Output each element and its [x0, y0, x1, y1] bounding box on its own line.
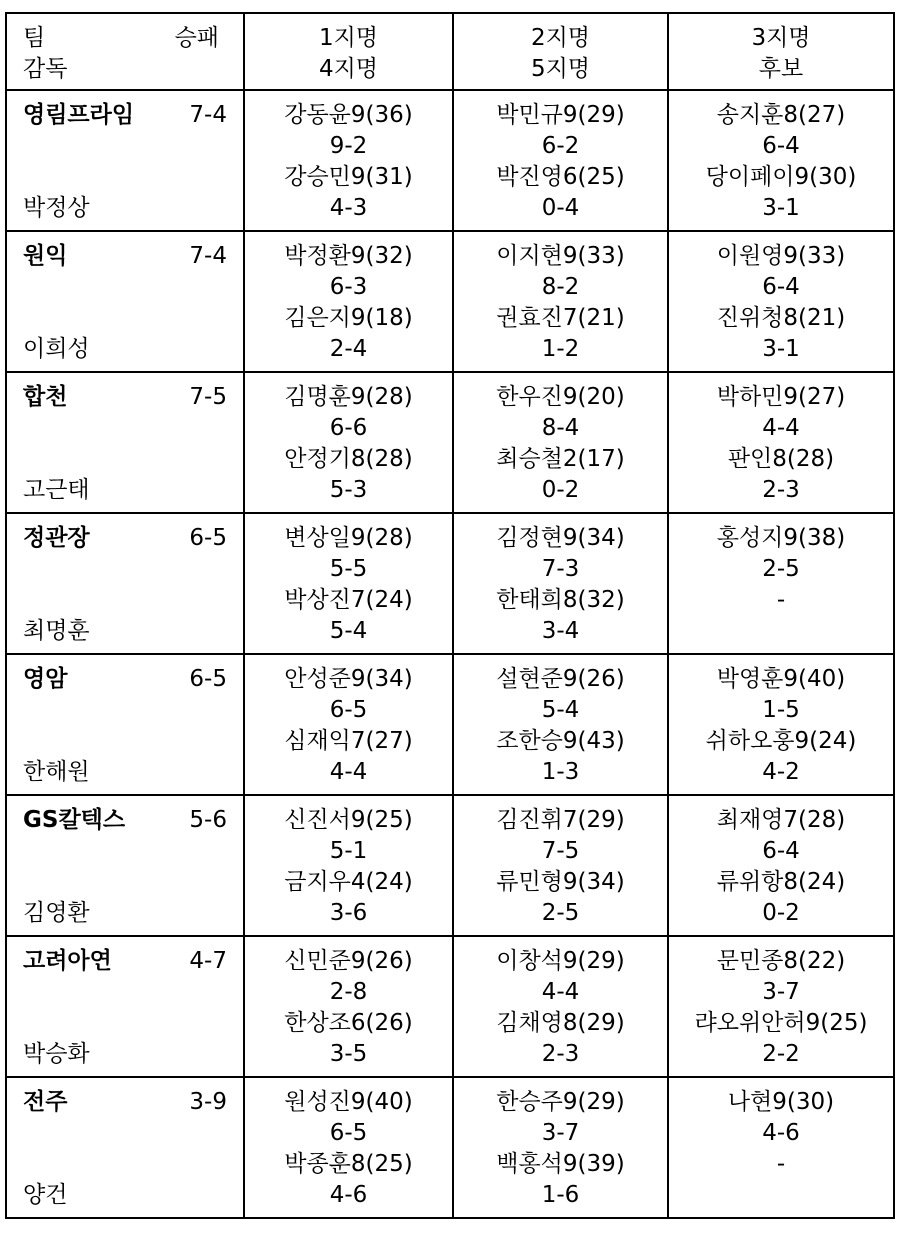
player-record: 2-5	[762, 556, 800, 582]
player-name: 이원영9(33)	[716, 243, 846, 269]
player-name: 신민준9(26)	[284, 948, 413, 974]
player-name: 안성준9(34)	[284, 666, 413, 692]
player-name: 김진휘7(29)	[496, 807, 625, 833]
player-record: 9-2	[329, 133, 368, 159]
team-name: GS칼텍스	[23, 807, 126, 833]
player-record: 3-5	[329, 1041, 368, 1067]
team-row	[6, 513, 894, 654]
player-record: 4-6	[329, 1182, 368, 1208]
team-record: 6-5	[189, 525, 227, 551]
header-pick-1-4	[244, 13, 453, 90]
header-pick5: 5지명	[530, 56, 591, 82]
pick-3-reserve-cell	[668, 654, 894, 795]
team-cell	[6, 90, 244, 231]
player-record: 2-2	[762, 1041, 800, 1067]
player-record: 5-3	[329, 477, 368, 503]
header-pick-3-reserve	[668, 13, 894, 90]
team-row	[6, 372, 894, 513]
pick-list	[454, 655, 667, 788]
player-record: 3-6	[329, 900, 368, 926]
player-name: 설현준9(26)	[496, 666, 625, 692]
pick-list	[454, 514, 667, 647]
team-coach: 한해원	[23, 759, 90, 785]
team-cell	[6, 513, 244, 654]
player-name: 박영훈9(40)	[716, 666, 846, 692]
pick-1-4-cell	[244, 1077, 453, 1218]
team-coach: 이희성	[23, 336, 90, 362]
team-coach: 김영환	[23, 900, 90, 926]
pick-list	[245, 1078, 452, 1211]
player-name: 송지훈8(27)	[716, 102, 846, 128]
pick-list	[245, 937, 452, 1070]
player-name: 쉬하오훙9(24)	[705, 728, 857, 754]
team-record: 7-4	[189, 243, 227, 269]
pick-list	[245, 373, 452, 506]
pick-list	[454, 937, 667, 1070]
team-info	[7, 796, 243, 935]
team-row	[6, 90, 894, 231]
player-record: 8-2	[541, 274, 580, 300]
player-record: 3-7	[762, 979, 800, 1005]
pick-2-5-cell	[453, 231, 668, 372]
pick-list	[245, 232, 452, 365]
player-record: 3-1	[762, 195, 800, 221]
pick-1-4-cell	[244, 513, 453, 654]
player-record: 4-4	[762, 415, 800, 441]
team-record: 4-7	[189, 948, 227, 974]
team-record: 7-5	[189, 384, 227, 410]
team-name: 고려아연	[23, 948, 112, 974]
pick-list	[454, 1078, 667, 1211]
pick-1-4-cell	[244, 372, 453, 513]
header-pick2: 2지명	[530, 25, 591, 51]
player-name: 최재영7(28)	[716, 807, 846, 833]
player-record: 6-5	[329, 697, 368, 723]
pick-2-5-cell	[453, 654, 668, 795]
player-record: 2-5	[541, 900, 580, 926]
player-name: 한상조6(26)	[284, 1010, 413, 1036]
player-record: 5-5	[329, 556, 368, 582]
player-name: 박민규9(29)	[496, 102, 625, 128]
pick-1-4-cell	[244, 90, 453, 231]
pick-list	[669, 373, 893, 506]
pick-list	[669, 91, 893, 224]
pick-list	[454, 91, 667, 224]
player-record: 2-3	[541, 1041, 580, 1067]
player-record: 1-3	[541, 759, 580, 785]
pick-list	[669, 232, 893, 365]
player-record: 4-6	[762, 1120, 800, 1146]
player-name: 한승주9(29)	[496, 1089, 625, 1115]
header-reserve: 후보	[758, 56, 804, 82]
team-name: 전주	[23, 1089, 68, 1115]
player-name: 류민형9(34)	[496, 869, 625, 895]
player-name: 이지현9(33)	[496, 243, 625, 269]
pick-list	[454, 796, 667, 929]
pick-2-5-cell	[453, 1077, 668, 1218]
pick-3-reserve-cell	[668, 795, 894, 936]
pick-list	[669, 1078, 893, 1211]
player-record: 4-2	[762, 759, 800, 785]
player-record: 6-6	[329, 415, 368, 441]
player-name: 강승민9(31)	[284, 164, 413, 190]
player-name: 나현9(30)	[727, 1089, 835, 1115]
team-name: 영림프라임	[23, 102, 135, 128]
pick-1-4-cell	[244, 936, 453, 1077]
pick-3-reserve-cell	[668, 90, 894, 231]
pick-3-reserve-cell	[668, 231, 894, 372]
pick-list	[245, 796, 452, 929]
header-coach: 감독	[23, 56, 68, 82]
team-info	[7, 232, 243, 371]
player-name: 이창석9(29)	[496, 948, 625, 974]
player-name: 문민종8(22)	[716, 948, 846, 974]
team-info	[7, 655, 243, 794]
player-name: 랴오위안허9(25)	[694, 1010, 868, 1036]
player-record: 6-4	[762, 133, 800, 159]
player-name: 안정기8(28)	[284, 446, 413, 472]
pick-list	[245, 514, 452, 647]
header-record: 승패	[174, 25, 219, 51]
player-name: 변상일9(28)	[284, 525, 413, 551]
player-name: 김은지9(18)	[284, 305, 413, 331]
player-record: 2-4	[329, 336, 368, 362]
player-name: 판인8(28)	[727, 446, 835, 472]
pick-list	[245, 655, 452, 788]
team-record: 5-6	[189, 807, 227, 833]
pick-3-reserve-cell	[668, 1077, 894, 1218]
player-record: 1-2	[541, 336, 580, 362]
team-row	[6, 654, 894, 795]
player-name: 심재익7(27)	[284, 728, 413, 754]
team-cell	[6, 231, 244, 372]
player-name: 권효진7(21)	[496, 305, 625, 331]
player-name: 강동윤9(36)	[284, 102, 413, 128]
player-record	[669, 1180, 893, 1211]
team-cell	[6, 795, 244, 936]
team-cell	[6, 936, 244, 1077]
player-name: 한태희8(32)	[496, 587, 625, 613]
player-record: 3-1	[762, 336, 800, 362]
player-record	[669, 616, 893, 647]
player-record: 1-6	[541, 1182, 580, 1208]
player-record: 2-3	[762, 477, 800, 503]
team-record: 6-5	[189, 666, 227, 692]
pick-3-reserve-cell	[668, 936, 894, 1077]
pick-list	[454, 232, 667, 365]
player-record: 1-5	[762, 697, 800, 723]
team-coach: 박승화	[23, 1041, 90, 1067]
team-cell	[6, 654, 244, 795]
player-record: 6-4	[762, 838, 800, 864]
player-name: 당이페이9(30)	[705, 164, 857, 190]
player-record: 3-4	[541, 618, 580, 644]
pick-2-5-cell	[453, 90, 668, 231]
player-name: 김채영8(29)	[496, 1010, 625, 1036]
team-info	[7, 373, 243, 512]
team-record: 3-9	[189, 1089, 227, 1115]
player-record: 0-2	[762, 900, 800, 926]
player-name: -	[776, 587, 786, 613]
pick-list	[245, 91, 452, 224]
team-info	[7, 1078, 243, 1217]
header-pick1: 1지명	[318, 25, 379, 51]
team-row	[6, 795, 894, 936]
pick-3-reserve-cell	[668, 372, 894, 513]
pick-1-4-cell	[244, 231, 453, 372]
player-name: 박진영6(25)	[496, 164, 625, 190]
player-name: 백홍석9(39)	[496, 1151, 625, 1177]
player-name: 한우진9(20)	[496, 384, 625, 410]
player-name: 박상진7(24)	[284, 587, 413, 613]
player-name: 최승철2(17)	[496, 446, 625, 472]
player-record: 6-5	[329, 1120, 368, 1146]
player-record: 0-4	[541, 195, 580, 221]
player-record: 6-2	[541, 133, 580, 159]
player-name: 김명훈9(28)	[284, 384, 413, 410]
team-info	[7, 937, 243, 1076]
pick-list	[669, 937, 893, 1070]
player-record: 7-3	[541, 556, 580, 582]
pick-1-4-cell	[244, 795, 453, 936]
player-name: 박종훈8(25)	[284, 1151, 413, 1177]
player-name: 박정환9(32)	[284, 243, 413, 269]
player-name: 금지우4(24)	[284, 869, 413, 895]
player-record: 6-3	[329, 274, 368, 300]
player-record: 8-4	[541, 415, 580, 441]
player-record: 6-4	[762, 274, 800, 300]
team-row	[6, 1077, 894, 1218]
player-name: -	[776, 1151, 786, 1177]
team-cell	[6, 372, 244, 513]
pick-list	[669, 796, 893, 929]
header-pick3: 3지명	[751, 25, 811, 51]
team-record: 7-4	[189, 102, 227, 128]
pick-2-5-cell	[453, 372, 668, 513]
team-coach: 최명훈	[23, 618, 90, 644]
pick-2-5-cell	[453, 795, 668, 936]
header-pick4: 4지명	[318, 56, 379, 82]
player-record: 2-8	[329, 979, 368, 1005]
player-record: 4-3	[329, 195, 368, 221]
team-coach: 양건	[23, 1182, 68, 1208]
team-info	[7, 91, 243, 230]
header-row	[6, 13, 894, 90]
team-row	[6, 231, 894, 372]
player-name: 김정현9(34)	[496, 525, 625, 551]
team-coach: 고근태	[23, 477, 90, 503]
player-name: 조한승9(43)	[496, 728, 625, 754]
team-info	[7, 514, 243, 653]
player-name: 박하민9(27)	[716, 384, 846, 410]
header-team: 팀	[23, 25, 46, 51]
team-name: 원익	[23, 243, 68, 269]
team-coach: 박정상	[23, 195, 90, 221]
player-record: 7-5	[541, 838, 580, 864]
player-record: 5-4	[329, 618, 368, 644]
player-name: 신진서9(25)	[284, 807, 413, 833]
draft-table	[5, 12, 895, 1219]
player-name: 원성진9(40)	[284, 1089, 413, 1115]
player-record: 3-7	[541, 1120, 580, 1146]
team-name: 정관장	[23, 525, 90, 551]
pick-1-4-cell	[244, 654, 453, 795]
team-cell	[6, 1077, 244, 1218]
pick-list	[669, 655, 893, 788]
pick-3-reserve-cell	[668, 513, 894, 654]
player-record: 5-4	[541, 697, 580, 723]
team-name: 합천	[23, 384, 68, 410]
player-record: 5-1	[329, 838, 368, 864]
player-record: 0-2	[541, 477, 580, 503]
pick-2-5-cell	[453, 513, 668, 654]
header-team-cell	[6, 13, 244, 90]
pick-list	[454, 373, 667, 506]
player-name: 홍성지9(38)	[716, 525, 846, 551]
player-name: 진위청8(21)	[716, 305, 846, 331]
player-name: 류위항8(24)	[716, 869, 846, 895]
team-row	[6, 936, 894, 1077]
header-pick-2-5	[453, 13, 668, 90]
pick-list	[669, 514, 893, 647]
team-name: 영암	[23, 666, 68, 692]
player-record: 4-4	[329, 759, 368, 785]
player-record: 4-4	[541, 979, 580, 1005]
pick-2-5-cell	[453, 936, 668, 1077]
